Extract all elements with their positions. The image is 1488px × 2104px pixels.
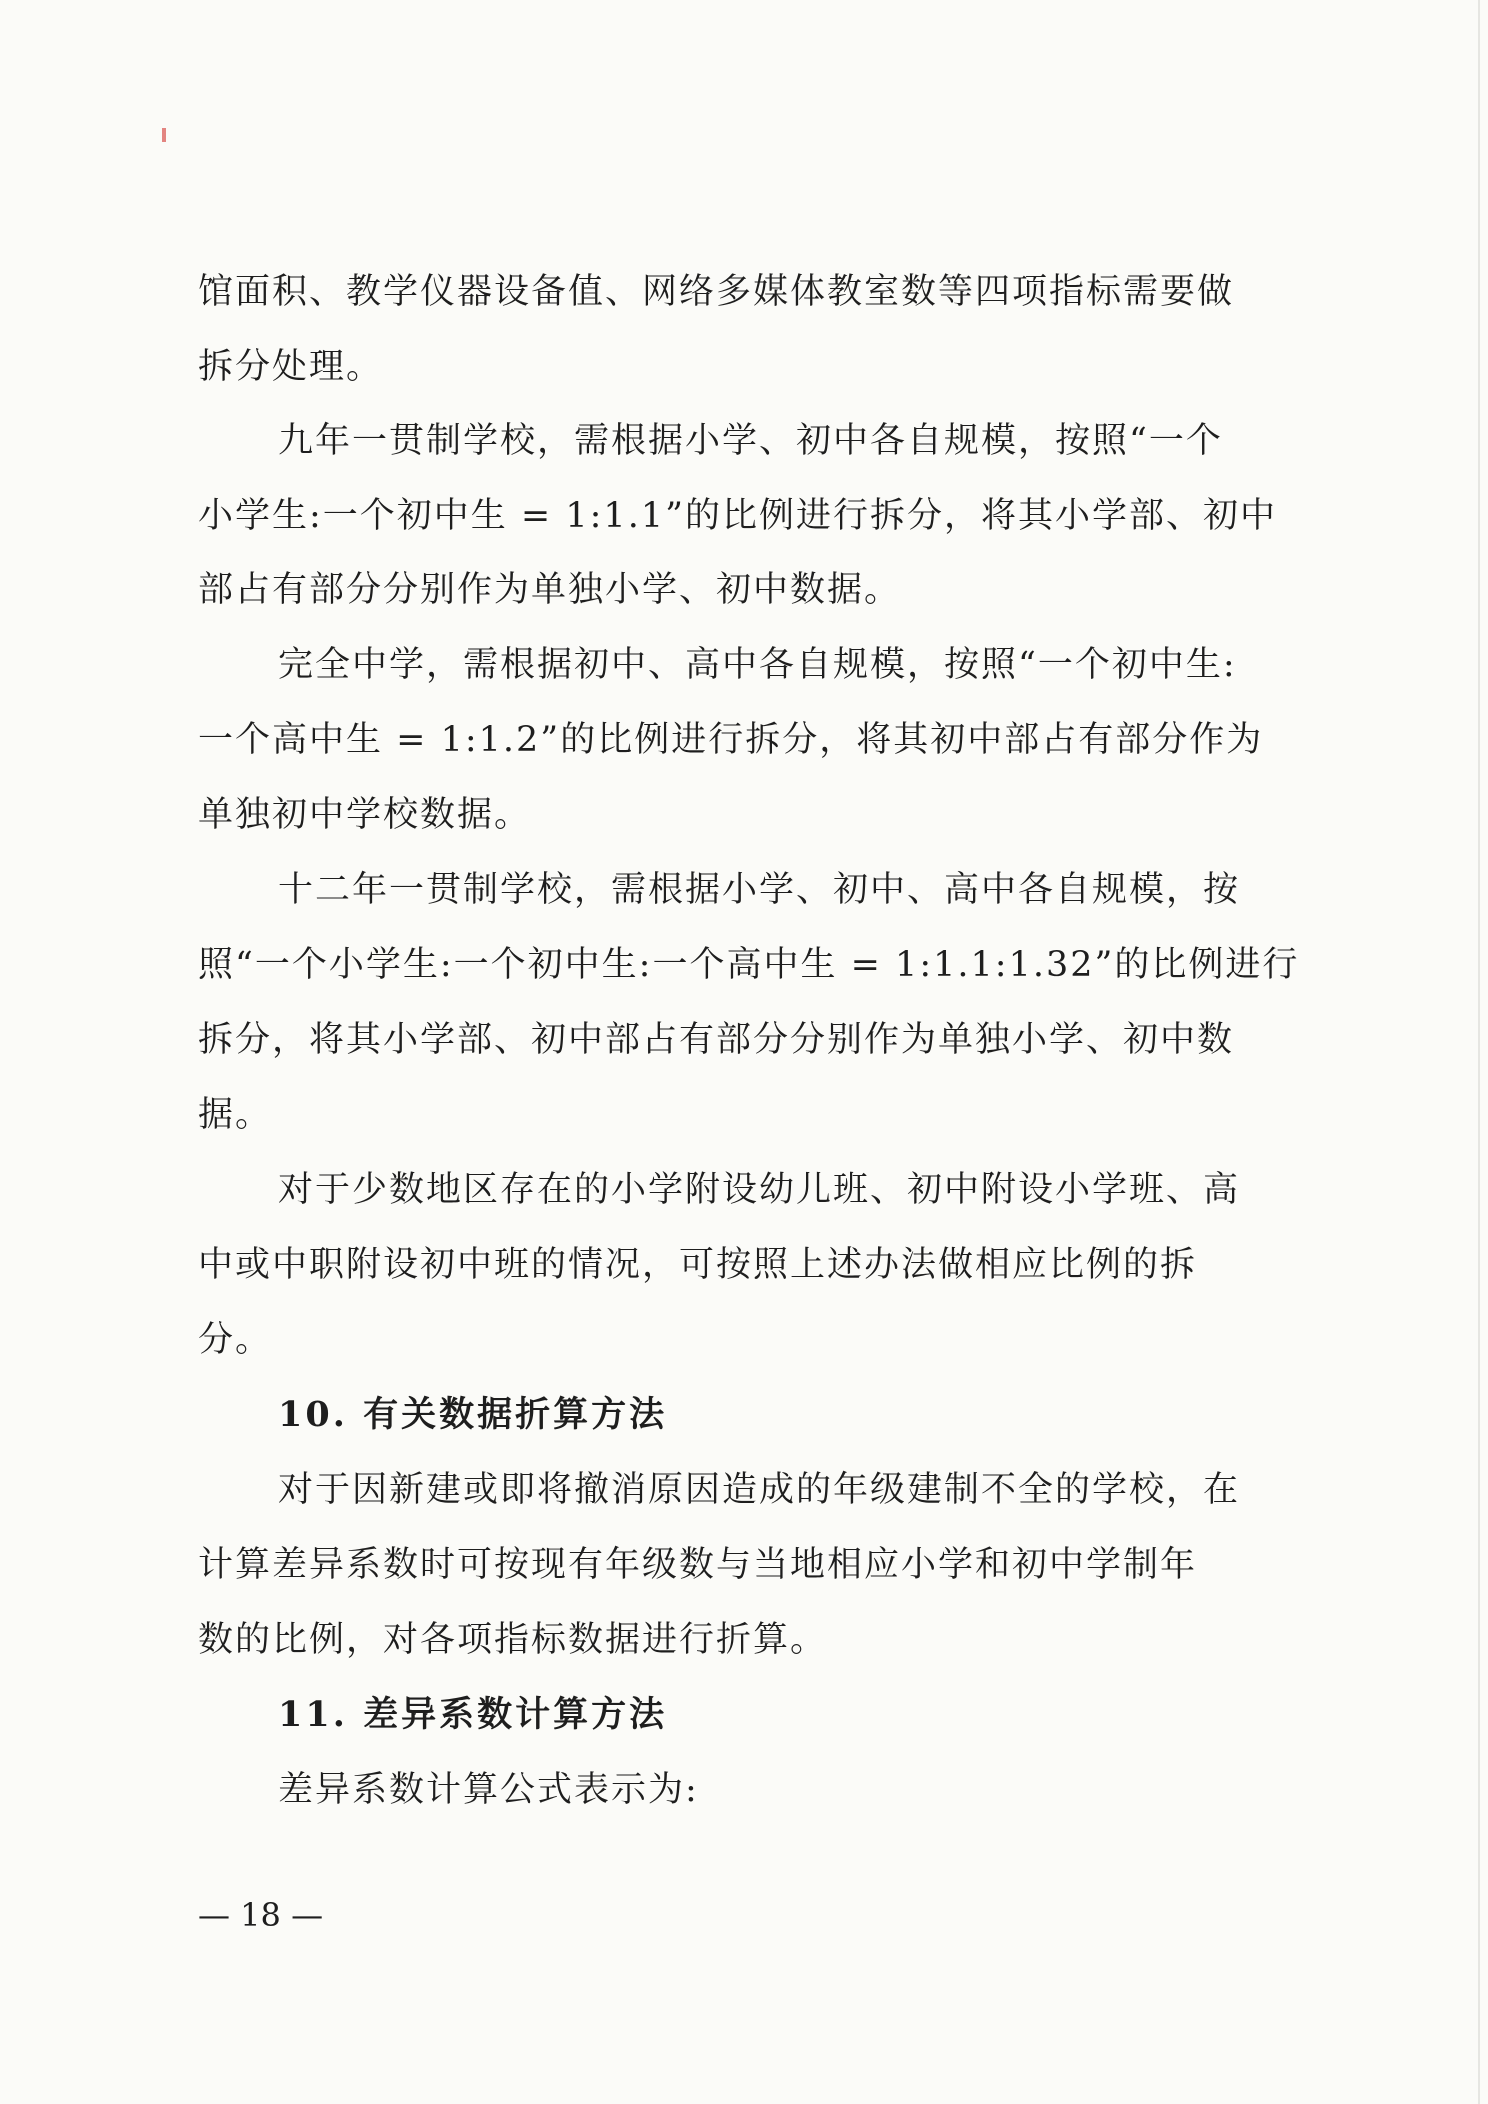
body-line: 数的比例，对各项指标数据进行折算。 [198,1620,828,1660]
body-line: 小学生:一个初中生 = 1:1.1”的比例进行拆分，将其小学部、初中 [198,496,1277,536]
body-line: 拆分处理。 [198,347,384,387]
paragraph-line: 完全中学，需根据初中、高中各自规模，按照“一个初中生: [278,645,1237,685]
scan-mark [162,128,166,142]
body-line: 计算差异系数时可按现有年级数与当地相应小学和初中学制年 [198,1545,1198,1585]
body-line: 馆面积、教学仪器设备值、网络多媒体教室数等四项指标需要做 [198,272,1235,312]
paragraph-line: 十二年一贯制学校，需根据小学、初中、高中各自规模，按 [278,870,1241,910]
body-line: 拆分，将其小学部、初中部占有部分分别作为单独小学、初中数 [198,1020,1235,1060]
page-number: — 18 — [198,1896,324,1934]
paragraph-line: 对于因新建或即将撤消原因造成的年级建制不全的学校，在 [278,1470,1241,1510]
paragraph-line: 九年一贯制学校，需根据小学、初中各自规模，按照“一个 [278,421,1223,461]
body-line: 部占有部分分别作为单独小学、初中数据。 [198,570,902,610]
page-edge-shadow [1478,0,1480,2104]
body-line: 照“一个小学生:一个初中生:一个高中生 = 1:1.1:1.32”的比例进行 [198,945,1300,985]
section-heading: 10. 有关数据折算方法 [278,1394,668,1435]
body-line: 据。 [198,1095,273,1135]
body-line: 一个高中生 = 1:1.2”的比例进行拆分，将其初中部占有部分作为 [198,720,1264,760]
paragraph-line: 对于少数地区存在的小学附设幼儿班、初中附设小学班、高 [278,1170,1241,1210]
body-line: 单独初中学校数据。 [198,795,532,835]
paragraph-line: 差异系数计算公式表示为: [278,1770,699,1810]
section-heading: 11. 差异系数计算方法 [278,1694,668,1735]
body-line: 中或中职附设初中班的情况，可按照上述办法做相应比例的拆 [198,1245,1198,1285]
body-line: 分。 [198,1320,273,1360]
